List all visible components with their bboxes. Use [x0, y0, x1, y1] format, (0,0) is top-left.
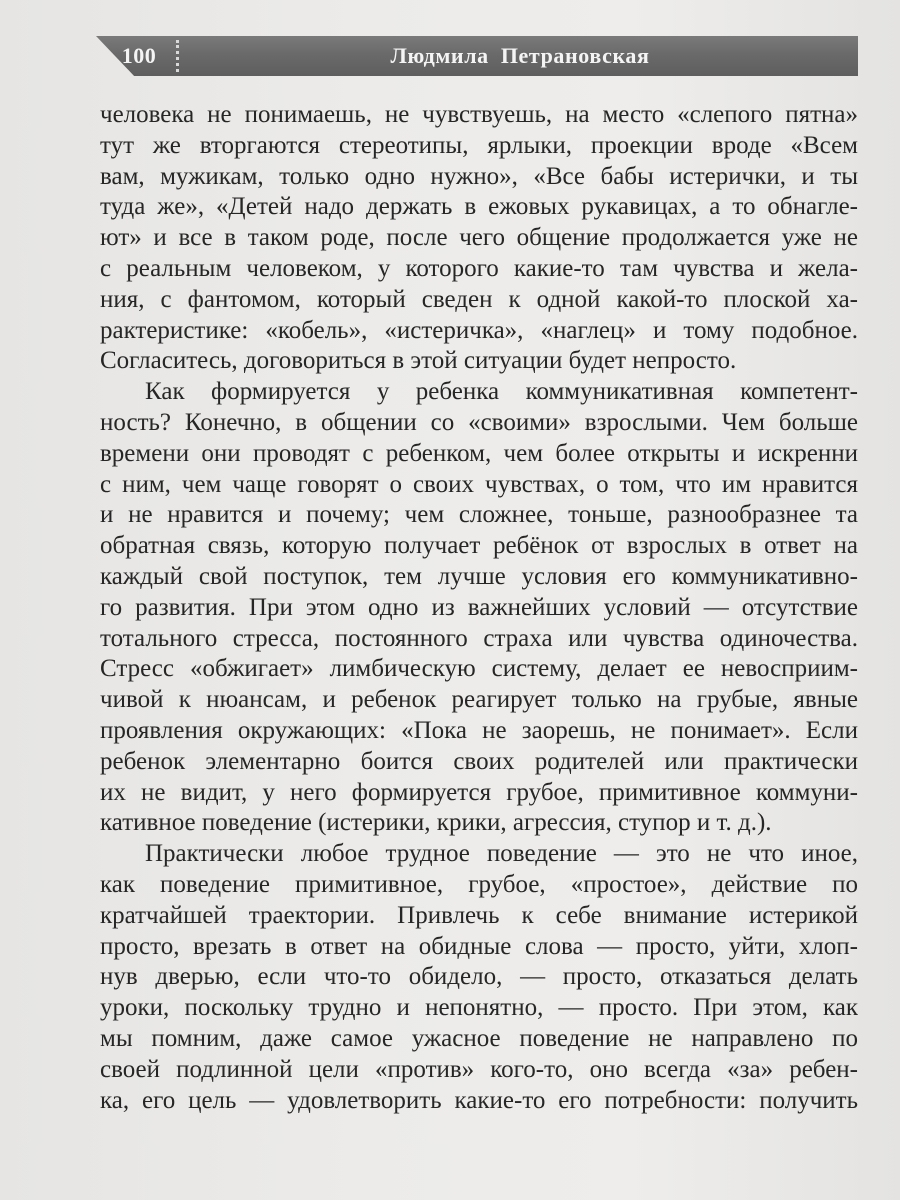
body-text	[100, 100, 858, 1116]
text-line: тут же вторгаются стереотипы, ярлыки, проекции вроде «Всем	[100, 131, 858, 159]
text-line: кратчайшей траектории. Привлечь к себе внимание истерикой	[100, 901, 858, 929]
text-line: просто, врезать в ответ на обидные слова — просто, уйти, хлоп-	[100, 932, 858, 960]
paragraph	[100, 839, 858, 1116]
text-line: уроки, поскольку трудно и непонятно, — просто. При этом, как	[100, 994, 858, 1022]
text-line: проявления окружающих: «Пока не заорешь, не понимает». Если	[100, 716, 858, 744]
text-line: го развития. При этом одно из важнейших условий — отсутствие	[100, 593, 858, 621]
text-line: вам, мужикам, только одно нужно», «Все бабы истерички, и ты	[100, 162, 858, 190]
text-line: Согласитесь, договориться в этой ситуации будет непросто.	[100, 347, 737, 375]
text-line: с ним, чем чаще говорят о своих чувствах, о том, что им нравится	[100, 470, 858, 498]
text-line: обратная связь, которую получает ребёнок от взрослых в ответ на	[100, 532, 858, 560]
text-line: тотального стресса, постоянного страха или чувства одиночества.	[100, 624, 858, 652]
text-line: времени они проводят с ребенком, чем более открыты и искренни	[100, 439, 858, 467]
text-line: каждый свой поступок, тем лучше условия его коммуникативно-	[100, 562, 858, 590]
text-line: ность? Конечно, в общении со «своими» взрослыми. Чем больше	[100, 408, 858, 436]
text-line: рактеристике: «кобель», «истеричка», «наглец» и тому подобное.	[100, 316, 858, 344]
text-line: чивой к нюансам, и ребенок реагирует только на грубые, явные	[100, 686, 858, 714]
text-line: ют» и все в таком роде, после чего общение продолжается уже не	[100, 224, 858, 252]
text-line: с реальным человеком, у которого какие-то там чувства и жела-	[100, 254, 858, 282]
text-line: кативное поведение (истерики, крики, агрессия, ступор и т. д.).	[100, 809, 772, 837]
text-line: Стресс «обжигает» лимбическую систему, делает ее невосприим-	[100, 655, 858, 683]
text-line: ния, с фантомом, который сведен к одной какой-то плоской ха-	[100, 285, 858, 313]
text-line: своей подлинной цели «против» кого-то, оно всегда «за» ребен-	[100, 1055, 858, 1083]
text-line: ка, его цель — удовлетворить какие-то его потребности: получить	[100, 1086, 858, 1114]
text-line: как поведение примитивное, грубое, «простое», действие по	[100, 870, 858, 898]
paragraph	[100, 100, 858, 377]
text-line: ребенок элементарно боится своих родителей или практически	[100, 747, 858, 775]
text-line: их не видит, у него формируется грубое, примитивное коммуни-	[100, 778, 858, 806]
page-number: 100	[121, 43, 157, 68]
text-line: нув дверью, если что-то обидело, — просто, отказаться делать	[100, 963, 858, 991]
header-divider	[176, 40, 179, 72]
running-title-author: Людмила Петрановская	[390, 43, 650, 68]
text-line: и не нравится и почему; чем сложнее, тоньше, разнообразнее та	[100, 501, 858, 529]
paragraph	[100, 377, 858, 839]
text-line: мы помним, даже самое ужасное поведение не направлено по	[100, 1024, 858, 1052]
text-line: Практически любое трудное поведение — это не что иное,	[145, 840, 858, 868]
text-line: туда же», «Детей надо держать в ежовых рукавицах, а то обнагле-	[100, 193, 858, 221]
text-line: человека не понимаешь, не чувствуешь, на место «слепого пятна»	[100, 101, 858, 128]
text-line: Как формируется у ребенка коммуникативная компетент-	[145, 378, 858, 406]
